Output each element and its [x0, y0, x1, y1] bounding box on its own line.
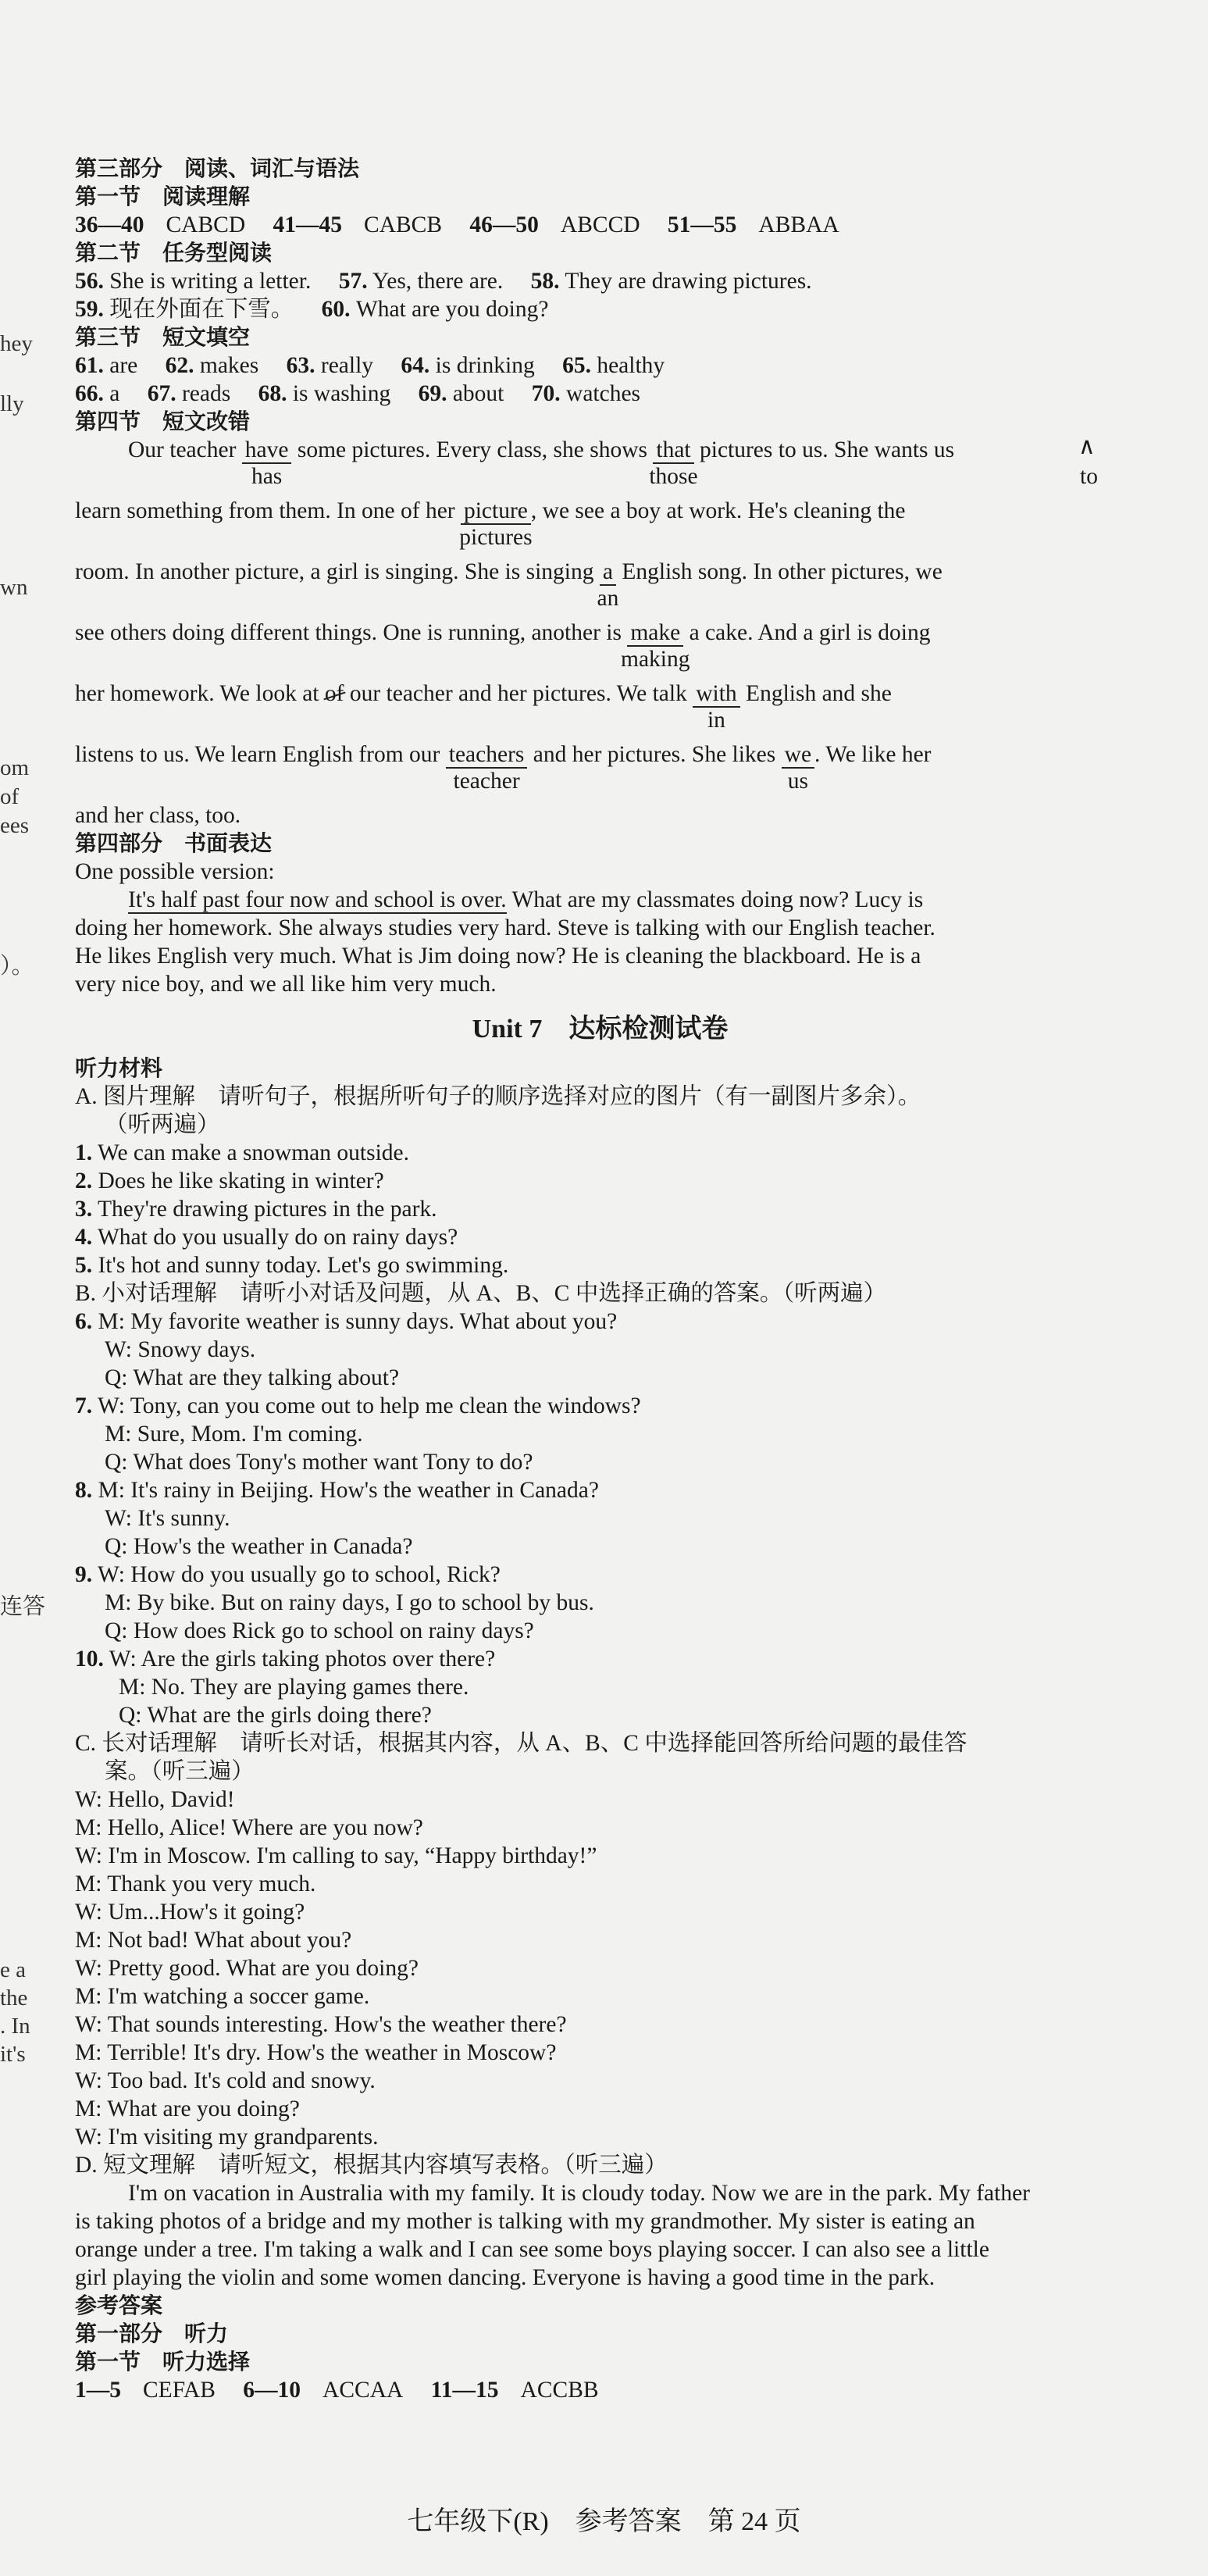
correction-mark [693, 680, 739, 733]
q-number: 8. [75, 1478, 93, 1503]
passage-text: some pictures. Every class, she shows [291, 437, 654, 462]
q-number: 70. [531, 381, 561, 406]
answer: is washing [292, 381, 391, 406]
answer: about [452, 381, 504, 406]
correction-mark [649, 436, 698, 489]
margin-fragment: ）。 [0, 954, 34, 979]
dialog-text: M: My favorite weather is sunny days. What about you? [98, 1309, 618, 1334]
listening-item [75, 1223, 1125, 1251]
passage-text: pictures to us. She wants us [693, 437, 955, 462]
answer: makes [199, 353, 259, 378]
corrected-word: has [251, 464, 283, 489]
dialog-line: W: Hello, David! [75, 1787, 235, 1812]
sentence: We can make a snowman outside. [97, 1140, 409, 1165]
dialog-line: W: I'm visiting my grandparents. [75, 2125, 379, 2150]
passage-text: see others doing different things. One is running, another is [75, 620, 628, 645]
wrong-word: we [782, 742, 814, 769]
corrected-word: to [1080, 464, 1098, 489]
answers-part1-heading: 第一部分 听力 [75, 2321, 229, 2346]
passage-text: our teacher and her pictures. We talk [344, 681, 693, 706]
essay-line: very nice boy, and we all like him very much. [75, 972, 497, 997]
page-footer: 七年级下(R) 参考答案 第 24 页 [407, 2507, 801, 2536]
essay-text: What are my classmates doing now? Lucy is [506, 887, 924, 912]
dialog-line [75, 1392, 1125, 1420]
passage-text: learn something from them. In one of her [75, 498, 461, 523]
dialog-line: M: Hello, Alice! Where are you now? [75, 1815, 423, 1840]
answer: ABBAA [758, 212, 839, 237]
range-label: 41—45 [273, 212, 343, 237]
range-label: 11—15 [430, 2378, 499, 2403]
q-number: 61. [75, 353, 104, 378]
listening-item [75, 1139, 1125, 1167]
q-number: 65. [562, 353, 591, 378]
correction-line [75, 497, 1125, 558]
q-number: 62. [165, 353, 194, 378]
q-number: 1. [75, 1140, 93, 1165]
dialog-line [75, 1476, 1125, 1504]
corrected-word: those [649, 464, 698, 489]
task-answers-row1 [75, 267, 1125, 295]
q-number: 57. [338, 269, 368, 294]
answer: watches [566, 381, 641, 406]
corrected-word: teacher [453, 769, 520, 794]
q-number: 59. [75, 297, 104, 322]
answer: ABCCD [560, 212, 640, 237]
passage-line: girl playing the violin and some women dancing. Everyone is having a good time in the park. [75, 2265, 935, 2290]
unit-title: Unit 7 达标检测试卷 [472, 1015, 729, 1044]
essay-line: doing her homework. She always studies very hard. Steve is talking with our English teacher. [75, 915, 935, 940]
answer: CABCB [364, 212, 443, 237]
insert-caret-icon: ∧ [1078, 434, 1096, 459]
corrected-word: in [707, 708, 725, 733]
sentence: Does he like skating in winter? [98, 1168, 384, 1193]
answer: really [320, 353, 374, 378]
q-number: 69. [418, 381, 447, 406]
correction-line [75, 740, 1125, 801]
margin-fragment: the [0, 1986, 28, 2010]
answer: reads [181, 381, 231, 406]
part3-heading: 第三部分 阅读、词汇与语法 [75, 155, 360, 181]
passage-line: is taking photos of a bridge and my mother is talking with my grandmother. My sister is eating an [75, 2209, 975, 2234]
margin-fragment: hey [0, 331, 33, 356]
sentence: What do you usually do on rainy days? [97, 1225, 458, 1250]
corrected-word: pictures [459, 525, 533, 550]
section-instruction: D. 短文理解 请听短文，根据其内容填写表格。（听三遍） [75, 2153, 668, 2178]
answer: CEFAB [143, 2378, 216, 2403]
margin-fragment: it's [0, 2042, 26, 2067]
passage-text: room. In another picture, a girl is singing. She is singing [75, 559, 600, 584]
q-number: 6. [75, 1309, 93, 1334]
q-number: 63. [286, 353, 315, 378]
dialog-line: M: What are you doing? [75, 2096, 300, 2121]
margin-fragment: om [0, 755, 30, 780]
passage-text: , we see a boy at work. He's cleaning the [530, 498, 906, 523]
answer: ACCAA [322, 2378, 404, 2403]
correction-line [75, 558, 1125, 619]
answer: She is writing a letter. [109, 269, 312, 294]
dialog-line: Q: What are they talking about? [105, 1365, 400, 1390]
wrong-word: picture [461, 498, 531, 525]
answer: are [109, 353, 138, 378]
q-number: 7. [75, 1393, 93, 1418]
part4-heading: 第四部分 书面表达 [75, 830, 273, 856]
answers-sec1-heading: 第一节 听力选择 [75, 2349, 251, 2374]
task-answers-row2 [75, 295, 1125, 323]
margin-fragment: of [0, 784, 20, 809]
dialog-text: W: Tony, can you come out to help me clean the windows? [97, 1393, 641, 1418]
correction-mark [621, 619, 690, 672]
section-instruction: （听两遍） [105, 1112, 220, 1137]
dialog-line: M: Sure, Mom. I'm coming. [105, 1422, 363, 1447]
correction-mark [446, 740, 528, 794]
dialog-text: W: How do you usually go to school, Rick? [97, 1562, 501, 1587]
section-instruction: A. 图片理解 请听句子，根据所听句子的顺序选择对应的图片（有一副图片多余）。 [75, 1084, 921, 1109]
passage-text: listens to us. We learn English from our [75, 742, 446, 767]
listening-item [75, 1251, 1125, 1279]
range-label: 46—50 [469, 212, 539, 237]
essay-line: He likes English very much. What is Jim doing now? He is cleaning the blackboard. He is a [75, 944, 921, 969]
sentence: It's hot and sunny today. Let's go swimming. [98, 1253, 509, 1278]
dialog-line: M: Thank you very much. [75, 1871, 316, 1896]
answer: is drinking [435, 353, 535, 378]
dialog-line: M: I'm watching a soccer game. [75, 1984, 370, 2009]
q-number: 3. [75, 1197, 93, 1222]
margin-fragment: lly [0, 391, 24, 416]
passage-text: a cake. And a girl is doing [683, 620, 931, 645]
range-label: 51—55 [667, 212, 737, 237]
q-number: 66. [75, 381, 104, 406]
dialog-line [75, 1561, 1125, 1589]
dialog-line: W: Um...How's it going? [75, 1900, 305, 1925]
dialog-line: M: Terrible! It's dry. How's the weather in Moscow? [75, 2040, 557, 2065]
dialog-line [75, 1645, 1125, 1673]
underlined-sentence: It's half past four now and school is over. [128, 887, 507, 912]
dialog-line: W: Pretty good. What are you doing? [75, 1956, 419, 1981]
dialog-line [75, 1308, 1125, 1336]
sec1-heading: 第一节 阅读理解 [75, 184, 251, 209]
correction-mark [597, 558, 619, 611]
wrong-word: make [627, 620, 683, 647]
dialog-text: M: It's rainy in Beijing. How's the weather in Canada? [98, 1478, 599, 1503]
correction-mark [242, 436, 292, 489]
version-label: One possible version: [75, 859, 275, 884]
passage-text: English and she [739, 681, 892, 706]
cloze-answers-row1 [75, 351, 1125, 380]
answer: What are you doing? [355, 297, 549, 322]
dialog-line: Q: How's the weather in Canada? [105, 1534, 413, 1559]
q-number: 5. [75, 1253, 93, 1278]
section-instruction: B. 小对话理解 请听小对话及问题，从 A、B、C 中选择正确的答案。（听两遍） [75, 1281, 887, 1306]
wrong-word: teachers [446, 742, 528, 769]
correction-mark [782, 740, 814, 794]
margin-fragment: ees [0, 813, 30, 838]
q-number: 56. [75, 269, 104, 294]
dialog-line: Q: How does Rick go to school on rainy days? [105, 1618, 534, 1643]
wrong-word: with [693, 681, 739, 708]
passage-text: Our teacher [128, 437, 242, 462]
dialog-line: W: Too bad. It's cold and snowy. [75, 2068, 376, 2093]
answer: CABCD [166, 212, 246, 237]
section-instruction: 案。（听三遍） [105, 1759, 255, 1784]
answer: Yes, there are. [372, 269, 504, 294]
listening-heading: 听力材料 [75, 1055, 163, 1081]
answer: ACCBB [520, 2378, 599, 2403]
essay-line [75, 886, 1125, 914]
reading-answers [75, 211, 1125, 239]
cloze-answers-row2 [75, 380, 1125, 408]
margin-fragment: e a [0, 1957, 26, 1982]
answer: They are drawing pictures. [565, 269, 812, 294]
sentence: They're drawing pictures in the park. [97, 1197, 437, 1222]
corrected-word: making [621, 647, 690, 672]
corrected-word: an [597, 586, 619, 611]
passage-text: her homework. We look at [75, 681, 325, 706]
dialog-line: Q: What does Tony's mother want Tony to do? [105, 1450, 533, 1475]
margin-fragment: . In [0, 2014, 30, 2039]
q-number: 64. [401, 353, 430, 378]
answer: healthy [597, 353, 665, 378]
range-label: 36—40 [75, 212, 144, 237]
passage-text: and her class, too. [75, 803, 241, 828]
passage-text: English song. In other pictures, we [615, 559, 943, 584]
sec4-heading: 第四节 短文改错 [75, 409, 251, 434]
section-instruction: C. 长对话理解 请听长对话，根据其内容，从 A、B、C 中选择能回答所给问题的最佳答 [75, 1731, 967, 1756]
q-number: 58. [530, 269, 560, 294]
passage-text: and her pictures. She likes [527, 742, 782, 767]
passage-line: I'm on vacation in Australia with my family. It is cloudy today. Now we are in the park. My father [128, 2181, 1030, 2206]
passage-line: orange under a tree. I'm taking a walk and I can see some boys playing soccer. I can also see a little [75, 2237, 989, 2262]
deleted-word: of [324, 681, 344, 706]
dialog-line: Q: What are the girls doing there? [119, 1703, 432, 1728]
q-number: 4. [75, 1225, 93, 1250]
answer: a [109, 381, 120, 406]
margin-fragment: wn [0, 575, 28, 600]
sec2-heading: 第二节 任务型阅读 [75, 240, 273, 266]
correction-line [75, 436, 1125, 497]
answers-heading: 参考答案 [75, 2292, 163, 2318]
dialog-line: W: That sounds interesting. How's the weather there? [75, 2012, 567, 2037]
range-label: 6—10 [243, 2378, 301, 2403]
listening-item [75, 1167, 1125, 1195]
corrected-word: us [787, 769, 808, 794]
correction-mark [459, 497, 533, 550]
wrong-word: a [600, 559, 616, 586]
wrong-word: that [653, 437, 693, 464]
listening-answers [75, 2376, 1125, 2404]
correction-line [75, 680, 1125, 740]
q-number: 9. [75, 1562, 93, 1587]
wrong-word: have [242, 437, 292, 464]
passage-text: . We like her [814, 742, 932, 767]
q-number: 67. [147, 381, 176, 406]
dialog-line: M: By bike. But on rainy days, I go to school by bus. [105, 1590, 594, 1615]
dialog-text: W: Are the girls taking photos over there? [109, 1647, 496, 1672]
dialog-line: M: No. They are playing games there. [119, 1675, 469, 1700]
q-number: 60. [321, 297, 351, 322]
answer-content [75, 155, 1125, 2404]
dialog-line: W: It's sunny. [105, 1506, 230, 1531]
dialog-line: W: Snowy days. [105, 1337, 256, 1362]
q-number: 2. [75, 1168, 93, 1193]
range-label: 1—5 [75, 2378, 121, 2403]
answer: 现在外面在下雪。 [109, 297, 294, 322]
correction-line [75, 619, 1125, 680]
dialog-line: W: I'm in Moscow. I'm calling to say, “Happy birthday!” [75, 1843, 597, 1868]
q-number: 68. [258, 381, 287, 406]
margin-fragment: 连答 [0, 1594, 46, 1619]
dialog-line: M: Not bad! What about you? [75, 1928, 352, 1953]
q-number: 10. [75, 1647, 104, 1672]
sec3-heading: 第三节 短文填空 [75, 324, 251, 350]
listening-item [75, 1195, 1125, 1223]
